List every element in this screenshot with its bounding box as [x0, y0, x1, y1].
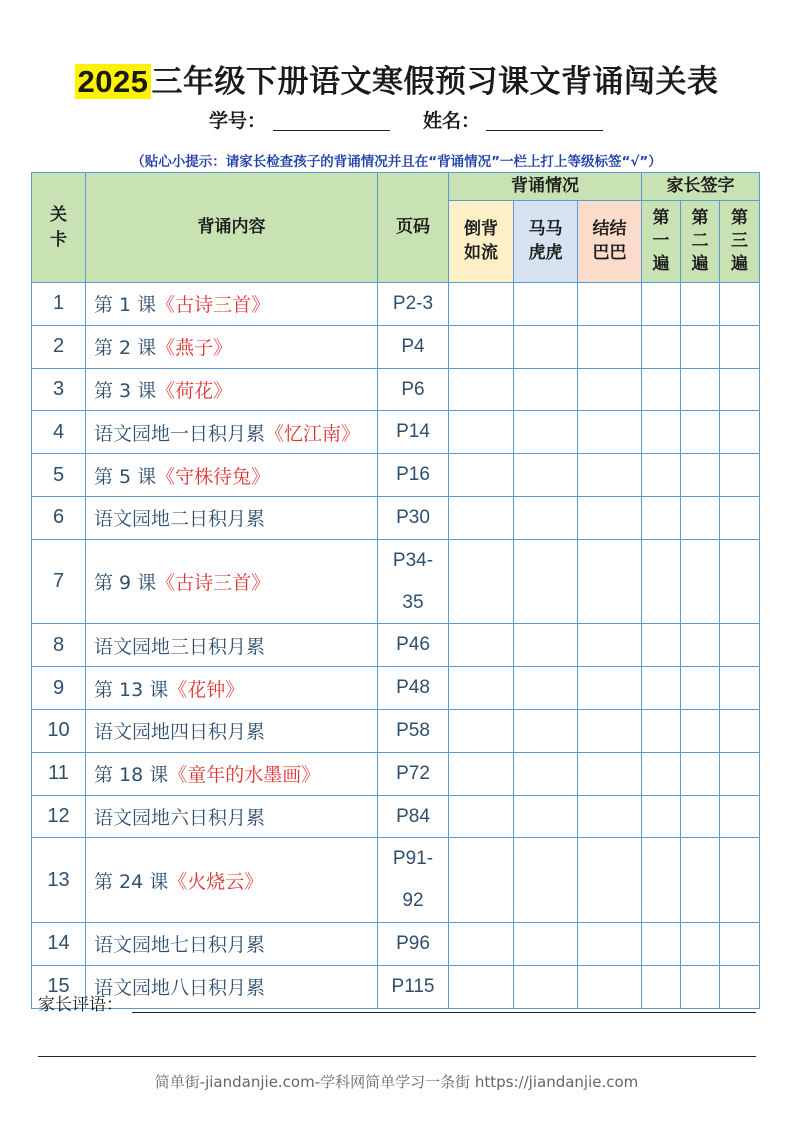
pass-1-cell[interactable] — [642, 795, 681, 838]
row-content — [86, 922, 378, 965]
pass-2-cell[interactable] — [681, 752, 720, 795]
grade-stumbling-cell[interactable] — [578, 496, 642, 539]
pass-2-cell[interactable] — [681, 922, 720, 965]
pass-1-cell[interactable] — [642, 325, 681, 368]
grade-fluent-cell[interactable] — [449, 283, 514, 326]
row-page: P115 — [378, 965, 449, 1008]
grade-stumbling-cell[interactable] — [578, 539, 642, 624]
pass-1-cell[interactable] — [642, 752, 681, 795]
grade-so-so-cell[interactable] — [514, 709, 578, 752]
grade-stumbling-cell[interactable] — [578, 965, 642, 1008]
grade-fluent-cell[interactable] — [449, 965, 514, 1008]
grade-fluent-cell[interactable] — [449, 496, 514, 539]
pass-3-cell[interactable] — [720, 709, 760, 752]
grade-stumbling-cell[interactable] — [578, 283, 642, 326]
header-grade-fluent: 倒背 如流 — [449, 201, 514, 283]
content-prefix: 语文园地一日积月累 — [94, 422, 266, 445]
pass-2-cell[interactable] — [681, 539, 720, 624]
row-number: 6 — [32, 496, 86, 539]
content-title: 《古诗三首》 — [156, 572, 271, 595]
row-number: 9 — [32, 667, 86, 710]
content-title: 《花钟》 — [168, 678, 245, 701]
pass-3-cell[interactable] — [720, 965, 760, 1008]
row-page: P14 — [378, 411, 449, 454]
table-row — [32, 795, 760, 838]
row-content — [86, 411, 378, 454]
table-row — [32, 325, 760, 368]
grade-so-so-cell[interactable] — [514, 496, 578, 539]
row-content — [86, 709, 378, 752]
comment-line-2[interactable] — [38, 1056, 756, 1057]
row-number: 3 — [32, 368, 86, 411]
content-prefix: 第 5 课 — [94, 465, 157, 488]
pass-3-cell[interactable] — [720, 922, 760, 965]
content-prefix: 语文园地六日积月累 — [94, 806, 266, 829]
student-number-label: 学号： — [209, 110, 267, 132]
grade-so-so-cell[interactable] — [514, 539, 578, 624]
content-title: 《荷花》 — [156, 379, 233, 402]
pass-2-cell[interactable] — [681, 624, 720, 667]
pass-3-cell[interactable] — [720, 496, 760, 539]
header-grade-stumbling: 结结 巴巴 — [578, 201, 642, 283]
grade-fluent-cell[interactable] — [449, 709, 514, 752]
table-row — [32, 368, 760, 411]
name-field[interactable] — [486, 130, 603, 131]
row-content — [86, 454, 378, 497]
content-prefix: 第 9 课 — [94, 572, 157, 595]
pass-3-cell[interactable] — [720, 838, 760, 923]
pass-1-cell[interactable] — [642, 454, 681, 497]
pass-3-cell[interactable] — [720, 795, 760, 838]
content-prefix: 第 1 课 — [94, 294, 157, 317]
pass-1-cell[interactable] — [642, 922, 681, 965]
grade-stumbling-cell[interactable] — [578, 368, 642, 411]
header-pass-1: 第 一 遍 — [642, 201, 681, 283]
row-number: 14 — [32, 922, 86, 965]
row-number: 15 — [32, 965, 86, 1008]
table-row — [32, 709, 760, 752]
row-page: P46 — [378, 624, 449, 667]
row-page: P48 — [378, 667, 449, 710]
pass-2-cell[interactable] — [681, 838, 720, 923]
row-number: 12 — [32, 795, 86, 838]
row-content — [86, 539, 378, 624]
pass-1-cell[interactable] — [642, 368, 681, 411]
grade-fluent-cell[interactable] — [449, 368, 514, 411]
content-title: 《古诗三首》 — [156, 294, 271, 317]
pass-2-cell[interactable] — [681, 496, 720, 539]
row-page: P91- 92 — [378, 838, 449, 923]
grade-so-so-cell[interactable] — [514, 922, 578, 965]
pass-3-cell[interactable] — [720, 325, 760, 368]
grade-fluent-cell[interactable] — [449, 922, 514, 965]
row-page: P96 — [378, 922, 449, 965]
row-number: 4 — [32, 411, 86, 454]
pass-2-cell[interactable] — [681, 454, 720, 497]
row-number: 1 — [32, 283, 86, 326]
grade-stumbling-cell[interactable] — [578, 624, 642, 667]
content-prefix: 语文园地八日积月累 — [94, 977, 266, 1000]
table-row — [32, 667, 760, 710]
row-content — [86, 283, 378, 326]
grade-so-so-cell[interactable] — [514, 283, 578, 326]
title-year: 2025 — [75, 64, 152, 99]
grade-so-so-cell[interactable] — [514, 795, 578, 838]
grade-so-so-cell[interactable] — [514, 624, 578, 667]
grade-stumbling-cell[interactable] — [578, 838, 642, 923]
student-number-field[interactable] — [273, 130, 390, 131]
grade-so-so-cell[interactable] — [514, 411, 578, 454]
content-title: 《守株待兔》 — [156, 465, 271, 488]
row-number: 13 — [32, 838, 86, 923]
header-page: 页码 — [378, 173, 449, 283]
row-number: 8 — [32, 624, 86, 667]
pass-3-cell[interactable] — [720, 454, 760, 497]
content-title: 《忆江南》 — [265, 422, 361, 445]
table-row — [32, 411, 760, 454]
grade-fluent-cell[interactable] — [449, 838, 514, 923]
header-pass-3: 第 三 遍 — [720, 201, 760, 283]
row-page: P2-3 — [378, 283, 449, 326]
row-page: P16 — [378, 454, 449, 497]
row-page: P4 — [378, 325, 449, 368]
content-prefix: 第 13 课 — [94, 678, 169, 701]
row-page: P34- 35 — [378, 539, 449, 624]
header-recite-group: 背诵情况 — [449, 173, 642, 201]
grade-so-so-cell[interactable] — [514, 965, 578, 1008]
name-label: 姓名： — [423, 110, 481, 132]
grade-so-so-cell[interactable] — [514, 368, 578, 411]
grade-fluent-cell[interactable] — [449, 411, 514, 454]
grade-so-so-cell[interactable] — [514, 752, 578, 795]
grade-so-so-cell[interactable] — [514, 838, 578, 923]
grade-fluent-cell[interactable] — [449, 752, 514, 795]
row-content — [86, 325, 378, 368]
grade-stumbling-cell[interactable] — [578, 922, 642, 965]
grade-fluent-cell[interactable] — [449, 795, 514, 838]
grade-so-so-cell[interactable] — [514, 325, 578, 368]
pass-1-cell[interactable] — [642, 539, 681, 624]
content-prefix: 语文园地三日积月累 — [94, 635, 266, 658]
row-number: 7 — [32, 539, 86, 624]
title-text: 三年级下册语文寒假预习课文背诵闯关表 — [151, 64, 719, 100]
row-number: 5 — [32, 454, 86, 497]
grade-fluent-cell[interactable] — [449, 624, 514, 667]
table-row — [32, 454, 760, 497]
pass-2-cell[interactable] — [681, 795, 720, 838]
row-page: P30 — [378, 496, 449, 539]
content-prefix: 语文园地二日积月累 — [94, 508, 266, 531]
comment-line-1[interactable] — [132, 1012, 756, 1013]
table-row — [32, 624, 760, 667]
pass-1-cell[interactable] — [642, 411, 681, 454]
header-content: 背诵内容 — [86, 173, 378, 283]
pass-3-cell[interactable] — [720, 752, 760, 795]
pass-1-cell[interactable] — [642, 965, 681, 1008]
row-content — [86, 965, 378, 1008]
content-title: 《童年的水墨画》 — [168, 764, 321, 787]
pass-2-cell[interactable] — [681, 283, 720, 326]
pass-3-cell[interactable] — [720, 624, 760, 667]
pass-3-cell[interactable] — [720, 411, 760, 454]
header-level: 关 卡 — [32, 173, 86, 283]
row-number: 2 — [32, 325, 86, 368]
grade-stumbling-cell[interactable] — [578, 667, 642, 710]
content-title: 《火烧云》 — [168, 870, 264, 893]
header-grade-so-so: 马马 虎虎 — [514, 201, 578, 283]
grade-fluent-cell[interactable] — [449, 539, 514, 624]
pass-1-cell[interactable] — [642, 283, 681, 326]
pass-2-cell[interactable] — [681, 368, 720, 411]
pass-2-cell[interactable] — [681, 965, 720, 1008]
pass-3-cell[interactable] — [720, 539, 760, 624]
footer-text: 简单街-jiandanjie.com-学科网简单学习一条街 https://jiandanjie.com — [154, 1073, 639, 1091]
row-content — [86, 624, 378, 667]
table-row — [32, 965, 760, 1008]
content-prefix: 语文园地四日积月累 — [94, 721, 266, 744]
grade-stumbling-cell[interactable] — [578, 411, 642, 454]
pass-2-cell[interactable] — [681, 411, 720, 454]
pass-3-cell[interactable] — [720, 667, 760, 710]
grade-so-so-cell[interactable] — [514, 454, 578, 497]
grade-fluent-cell[interactable] — [449, 325, 514, 368]
grade-stumbling-cell[interactable] — [578, 752, 642, 795]
pass-2-cell[interactable] — [681, 709, 720, 752]
row-content — [86, 496, 378, 539]
grade-stumbling-cell[interactable] — [578, 709, 642, 752]
content-prefix: 第 24 课 — [94, 870, 169, 893]
table-row — [32, 752, 760, 795]
content-prefix: 语文园地七日积月累 — [94, 934, 266, 957]
row-content — [86, 667, 378, 710]
row-content — [86, 838, 378, 923]
row-content — [86, 752, 378, 795]
pass-1-cell[interactable] — [642, 667, 681, 710]
row-number: 10 — [32, 709, 86, 752]
grade-stumbling-cell[interactable] — [578, 795, 642, 838]
table-row — [32, 838, 760, 923]
row-content — [86, 368, 378, 411]
row-content — [86, 795, 378, 838]
pass-1-cell[interactable] — [642, 838, 681, 923]
grade-fluent-cell[interactable] — [449, 454, 514, 497]
header-sign-group: 家长签字 — [642, 173, 760, 201]
grade-stumbling-cell[interactable] — [578, 325, 642, 368]
pass-1-cell[interactable] — [642, 496, 681, 539]
content-prefix: 第 3 课 — [94, 379, 157, 402]
page-title — [0, 56, 793, 101]
pass-2-cell[interactable] — [681, 325, 720, 368]
row-page: P6 — [378, 368, 449, 411]
row-page: P84 — [378, 795, 449, 838]
row-number: 11 — [32, 752, 86, 795]
grade-stumbling-cell[interactable] — [578, 454, 642, 497]
grade-so-so-cell[interactable] — [514, 667, 578, 710]
content-prefix: 第 2 课 — [94, 337, 157, 360]
table-row — [32, 539, 760, 624]
recitation-table — [31, 172, 760, 1009]
row-page: P72 — [378, 752, 449, 795]
pass-3-cell[interactable] — [720, 283, 760, 326]
pass-2-cell[interactable] — [681, 667, 720, 710]
grade-fluent-cell[interactable] — [449, 667, 514, 710]
table-row — [32, 496, 760, 539]
header-pass-2: 第 二 遍 — [681, 201, 720, 283]
table-row — [32, 283, 760, 326]
content-prefix: 第 18 课 — [94, 764, 169, 787]
pass-1-cell[interactable] — [642, 709, 681, 752]
pass-1-cell[interactable] — [642, 624, 681, 667]
comment-label: 家长评语： — [38, 995, 123, 1015]
pass-3-cell[interactable] — [720, 368, 760, 411]
row-page: P58 — [378, 709, 449, 752]
table-row — [32, 922, 760, 965]
hint-text: （贴心小提示：请家长检查孩子的背诵情况并且在“背诵情况”一栏上打上等级标签“√”） — [131, 154, 662, 170]
content-title: 《燕子》 — [156, 337, 233, 360]
